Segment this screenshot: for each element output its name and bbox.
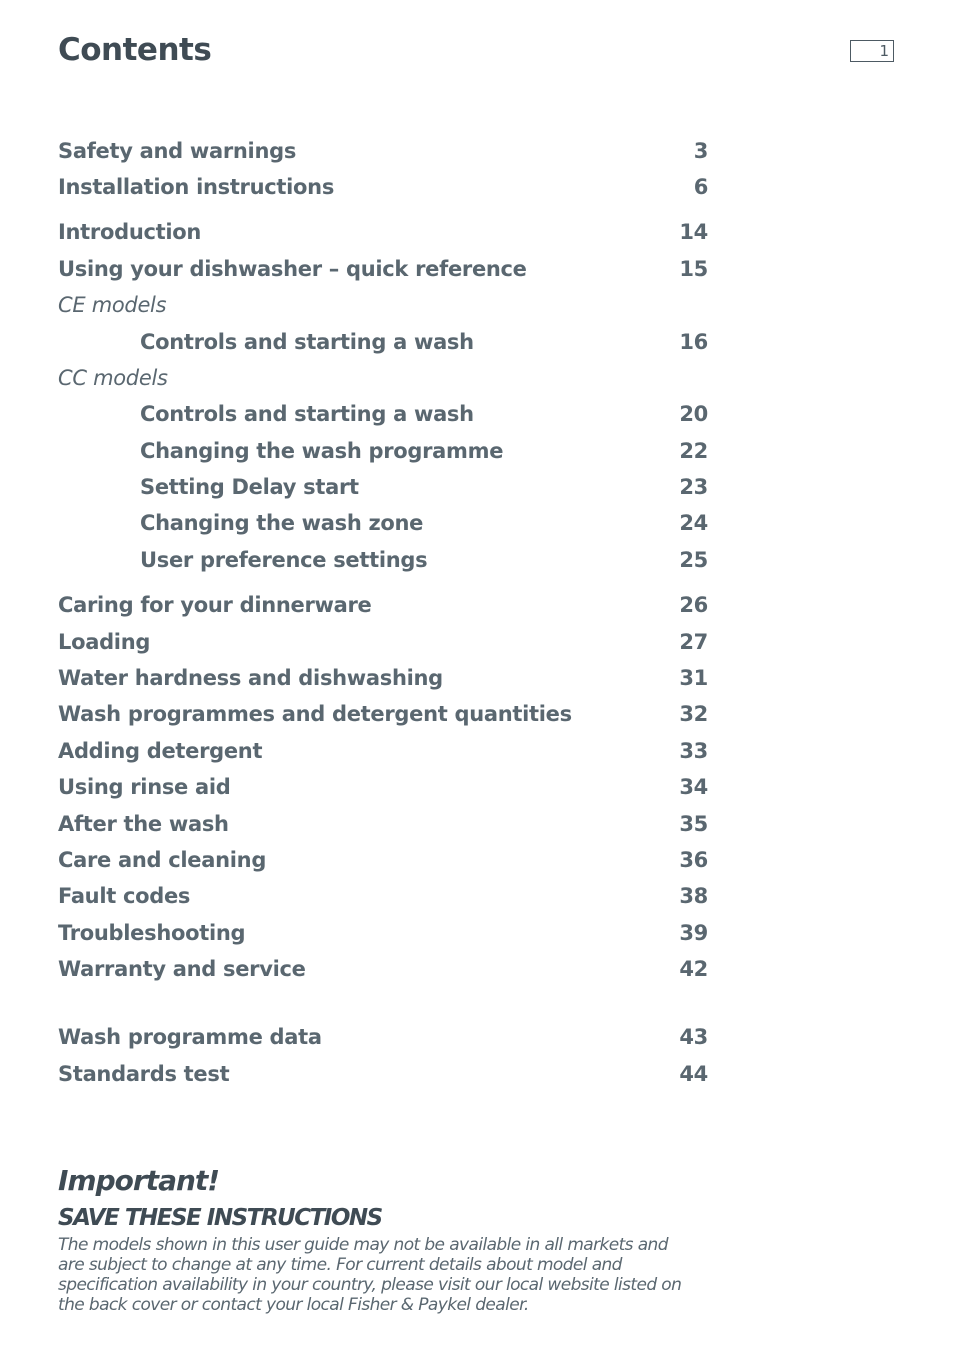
toc-entry-page: 31 — [679, 666, 708, 690]
toc-entry-loading[interactable] — [58, 630, 708, 660]
toc-entry-page: 3 — [693, 139, 708, 163]
toc-entry-page: 34 — [679, 775, 708, 799]
toc-entry-page: 35 — [679, 812, 708, 836]
toc-entry-quick-reference[interactable] — [58, 257, 708, 287]
toc-heading-ce-models — [58, 293, 708, 323]
toc-entry-page: 16 — [679, 330, 708, 354]
toc-entry-label: Adding detergent — [58, 739, 263, 763]
toc-entry-label: Standards test — [58, 1062, 230, 1086]
toc-entry-label: Loading — [58, 630, 151, 654]
toc-entry-label: Using your dishwasher – quick reference — [58, 257, 527, 281]
toc-heading-cc-models — [58, 366, 708, 396]
toc-entry-page: 27 — [679, 630, 708, 654]
toc-entry-page: 42 — [679, 957, 708, 981]
toc-heading-label: CE models — [58, 293, 167, 317]
toc-entry-label: User preference settings — [140, 548, 428, 572]
save-instructions-heading: SAVE THESE INSTRUCTIONS — [58, 1205, 382, 1231]
toc-entry-page: 39 — [679, 921, 708, 945]
toc-entry-safety[interactable] — [58, 139, 708, 169]
toc-entry-user-preferences[interactable] — [58, 548, 708, 578]
toc-entry-page: 14 — [679, 220, 708, 244]
toc-entry-label: Wash programmes and detergent quantities — [58, 702, 572, 726]
toc-entry-after-wash[interactable] — [58, 812, 708, 842]
toc-entry-label: Controls and starting a wash — [140, 330, 474, 354]
toc-entry-delay-start[interactable] — [58, 475, 708, 505]
toc-entry-page: 6 — [693, 175, 708, 199]
important-heading: Important! — [58, 1164, 220, 1197]
toc-entry-fault-codes[interactable] — [58, 884, 708, 914]
toc-entry-label: Fault codes — [58, 884, 191, 908]
page-title: Contents — [58, 32, 212, 68]
toc-entry-installation[interactable] — [58, 175, 708, 205]
toc-entry-standards-test[interactable] — [58, 1062, 708, 1092]
toc-entry-page: 32 — [679, 702, 708, 726]
toc-entry-label: Warranty and service — [58, 957, 306, 981]
toc-entry-page: 20 — [679, 402, 708, 426]
toc-entry-care-cleaning[interactable] — [58, 848, 708, 878]
toc-heading-label: CC models — [58, 366, 168, 390]
toc-entry-introduction[interactable] — [58, 220, 708, 250]
toc-entry-label: Using rinse aid — [58, 775, 231, 799]
page-number-box: 1 — [850, 40, 894, 62]
toc-entry-label: Changing the wash zone — [140, 511, 424, 535]
toc-entry-label: Changing the wash programme — [140, 439, 504, 463]
toc-entry-page: 44 — [679, 1062, 708, 1086]
toc-entry-water-hardness[interactable] — [58, 666, 708, 696]
toc-entry-label: Setting Delay start — [140, 475, 359, 499]
toc-entry-page: 43 — [679, 1025, 708, 1049]
toc-entry-label: Care and cleaning — [58, 848, 267, 872]
toc-entry-ce-controls[interactable] — [58, 330, 708, 360]
toc-entry-label: Wash programme data — [58, 1025, 322, 1049]
toc-entry-cc-controls[interactable] — [58, 402, 708, 432]
toc-entry-label: Introduction — [58, 220, 202, 244]
toc-entry-label: Water hardness and dishwashing — [58, 666, 443, 690]
toc-entry-page: 33 — [679, 739, 708, 763]
toc-entry-dinnerware[interactable] — [58, 593, 708, 623]
toc-entry-programme-data[interactable] — [58, 1025, 708, 1055]
toc-entry-troubleshooting[interactable] — [58, 921, 708, 951]
toc-entry-rinse-aid[interactable] — [58, 775, 708, 805]
toc-entry-page: 26 — [679, 593, 708, 617]
toc-entry-page: 15 — [679, 257, 708, 281]
toc-entry-page: 25 — [679, 548, 708, 572]
toc-entry-page: 23 — [679, 475, 708, 499]
disclaimer-text: The models shown in this user guide may not be available in all markets and are subject to change at any time. For current details about model and specification availability in your country, please visit our local website listed on the back cover or contact your local Fisher & Paykel dealer. — [58, 1235, 682, 1315]
toc-entry-wash-programme[interactable] — [58, 439, 708, 469]
toc-entry-detergent-quantities[interactable] — [58, 702, 708, 732]
toc-entry-warranty[interactable] — [58, 957, 708, 987]
toc-entry-label: Caring for your dinnerware — [58, 593, 372, 617]
toc-entry-label: Installation instructions — [58, 175, 335, 199]
toc-entry-page: 24 — [679, 511, 708, 535]
toc-entry-adding-detergent[interactable] — [58, 739, 708, 769]
toc-entry-label: Controls and starting a wash — [140, 402, 474, 426]
toc-entry-page: 38 — [679, 884, 708, 908]
toc-entry-wash-zone[interactable] — [58, 511, 708, 541]
toc-entry-page: 22 — [679, 439, 708, 463]
toc-entry-label: Safety and warnings — [58, 139, 297, 163]
toc-entry-label: After the wash — [58, 812, 229, 836]
toc-entry-label: Troubleshooting — [58, 921, 246, 945]
toc-entry-page: 36 — [679, 848, 708, 872]
